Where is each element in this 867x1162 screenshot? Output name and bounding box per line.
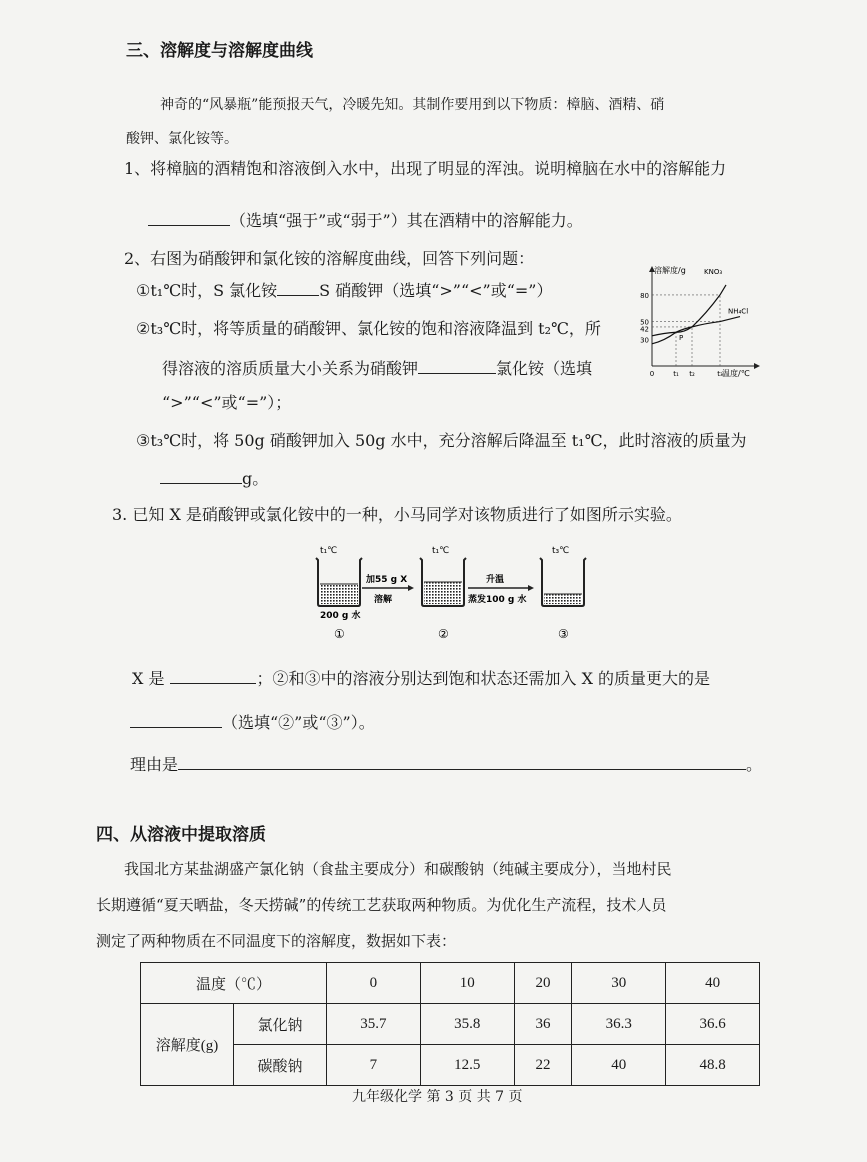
table-header-row	[141, 963, 760, 1004]
table-temp-cell: 10	[420, 963, 514, 1004]
x-tick-label: 0	[649, 370, 655, 377]
section4-para-line-1: 我国北方某盐湖盛产氯化钠（食盐主要成分）和碳酸钠（纯碱主要成分），当地村民	[124, 860, 672, 878]
x-tick-label: t₂	[689, 370, 695, 377]
q2-3-line-1: ③t₃℃时，将 50g 硝酸钾加入 50g 水中，充分溶解后降温至 t₁℃，此时溶液的质量为	[136, 431, 747, 450]
x-tick-labels	[650, 370, 723, 377]
solubility-curve-chart	[626, 262, 766, 377]
temp-label-2: t₁℃	[432, 546, 450, 556]
step-label-2: ②	[438, 627, 449, 641]
series-line-kno3	[652, 285, 726, 344]
x-axis-arrow	[754, 363, 760, 369]
series-label: KNO₃	[704, 268, 723, 276]
q3-choice-answer-blank[interactable]	[130, 713, 222, 728]
beaker-1-label: 200 g 水	[320, 611, 361, 621]
table-temp-cell: 0	[327, 963, 421, 1004]
y-tick-label: 30	[640, 336, 649, 345]
arrow-2-top: 升温	[486, 575, 505, 585]
table-row	[141, 1004, 760, 1045]
beaker-3	[540, 558, 586, 606]
intro-line-2: 酸钾、氯化铵等。	[126, 131, 238, 147]
table-cell: 48.8	[666, 1045, 760, 1086]
step-label-3: ③	[558, 627, 569, 641]
section4-title: 四、从溶液中提取溶质	[96, 825, 266, 845]
q2-3-line-2: g。	[160, 466, 268, 489]
section4-para-line-3: 测定了两种物质在不同温度下的溶解度，数据如下表：	[96, 932, 457, 950]
y-tick-label: 42	[640, 325, 649, 334]
q3-reason-line: 理由是 。	[130, 755, 763, 774]
table-cell: 35.7	[327, 1004, 421, 1045]
y-axis-label: 溶解度/g	[654, 266, 686, 275]
arrow-2-bottom: 蒸发100 g 水	[468, 595, 527, 605]
table-temp-cell: 20	[514, 963, 572, 1004]
table-cell: 7	[327, 1045, 421, 1086]
q1-line-1: 1、将樟脑的酒精饱和溶液倒入水中，出现了明显的浑浊。说明樟脑在水中的溶解能力	[124, 159, 727, 178]
q3-stem: 3. 已知 X 是硝酸钾或氯化铵中的一种，小马同学对该物质进行了如图所示实验。	[112, 505, 682, 524]
experiment-diagram	[300, 540, 600, 646]
temp-label-1: t₁℃	[320, 546, 338, 556]
table-row-name: 碳酸钠	[234, 1045, 327, 1086]
table-group-label: 溶解度(g)	[141, 1004, 234, 1086]
chart-series	[652, 268, 748, 344]
section4-para-line-2: 长期遵循“夏天晒盐，冬天捞碱”的传统工艺获取两种物质。为优化生产流程，技术人员	[96, 896, 667, 914]
table-cell: 36.6	[666, 1004, 760, 1045]
table-row-name: 氯化钠	[234, 1004, 327, 1045]
table-header-label: 温度（℃）	[141, 963, 327, 1004]
y-tick-labels	[640, 292, 649, 344]
q2-2-answer-blank[interactable]	[418, 359, 496, 374]
beaker-1	[316, 558, 362, 606]
y-tick-label: 80	[640, 291, 649, 300]
page-footer: 九年级化学 第 3 页 共 7 页	[352, 1089, 523, 1105]
q1-answer-blank[interactable]	[148, 211, 230, 226]
step-label-1: ①	[334, 627, 345, 641]
table-temp-cell: 40	[666, 963, 760, 1004]
q2-stem: 2、右图为硝酸钾和氯化铵的溶解度曲线，回答下列问题：	[124, 249, 535, 268]
arrow-1-top: 加55 g X	[366, 575, 408, 585]
x-tick-label: t₁	[673, 370, 679, 377]
arrow-1-bottom: 溶解	[374, 595, 393, 605]
table-cell: 22	[514, 1045, 572, 1086]
series-label: NH₄Cl	[728, 307, 749, 316]
q3-x-line: X 是 ；②和③中的溶液分别达到饱和状态还需加入 X 的质量更大的是	[132, 669, 711, 688]
q2-1-line: ①t₁℃时，S 氯化铵 S 硝酸钾（选填“>”“<”或“=”）	[136, 281, 553, 300]
temp-label-3: t₃℃	[552, 546, 570, 556]
table-cell: 40	[572, 1045, 666, 1086]
q2-2-line-3: “>”“<”或“=”）；	[162, 393, 292, 412]
y-tick-label: 50	[640, 318, 649, 327]
table-cell: 36.3	[572, 1004, 666, 1045]
beaker-2	[420, 558, 466, 606]
q2-2-line-2: 得溶液的溶质质量大小关系为硝酸钾 氯化铵（选填	[162, 359, 593, 378]
arrow-2-head	[528, 585, 534, 591]
point-label: P	[679, 334, 684, 343]
arrow-1-head	[408, 585, 414, 591]
table-row	[141, 1045, 760, 1086]
q3-choice-line: （选填“②”或“③”）。	[130, 710, 375, 733]
table-cell: 36	[514, 1004, 572, 1045]
intro-line-1: 神奇的“风暴瓶”能预报天气，冷暖先知。其制作要用到以下物质：樟脑、酒精、硝	[160, 97, 665, 113]
q3-reason-answer-blank[interactable]	[178, 755, 746, 770]
q2-1-answer-blank[interactable]	[277, 281, 319, 296]
table-temp-cell: 30	[572, 963, 666, 1004]
solubility-table	[140, 962, 760, 1086]
table-cell: 35.8	[420, 1004, 514, 1045]
q1-line-2: （选填“强于”或“弱于”）其在酒精中的溶解能力。	[148, 208, 583, 231]
x-axis-label: 温度/℃	[722, 369, 750, 377]
q2-2-line-1: ②t₃℃时，将等质量的硝酸钾、氯化铵的饱和溶液降温到 t₂℃，所	[136, 319, 601, 338]
section3-title: 三、溶解度与溶解度曲线	[126, 41, 313, 61]
x-tick-label: t₃	[717, 370, 723, 377]
series-line-nh4cl	[652, 317, 740, 336]
table-cell: 12.5	[420, 1045, 514, 1086]
q2-3-answer-blank[interactable]	[160, 469, 242, 484]
q3-x-answer-blank[interactable]	[170, 669, 256, 684]
